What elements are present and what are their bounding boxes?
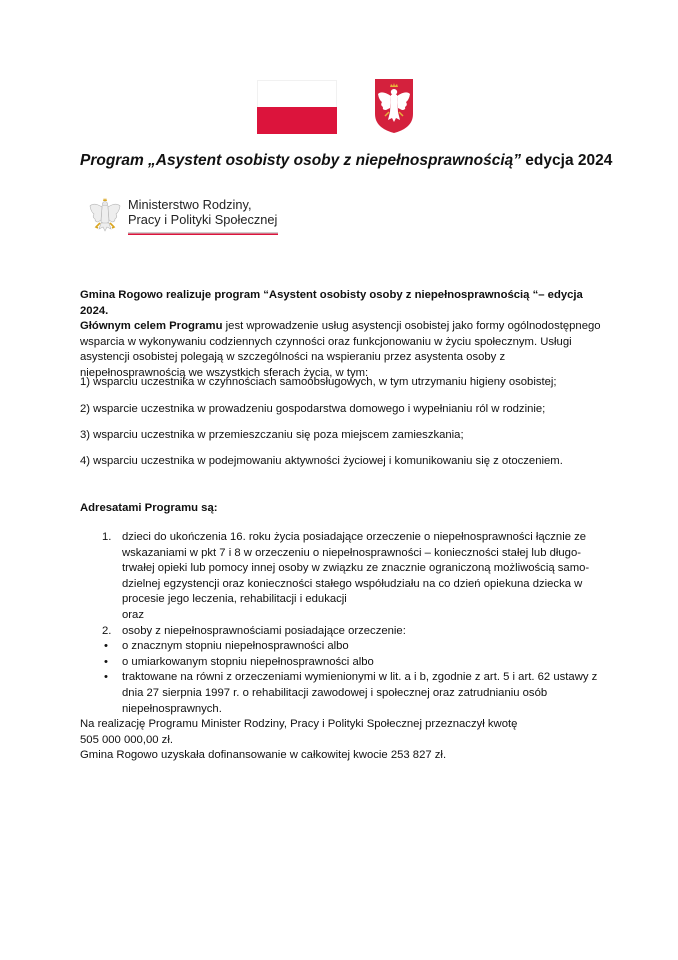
support-item: 4) wsparciu uczestnika w podejmowaniu aktywności życiowej i komunikowaniu się z otoczeniem.	[80, 455, 563, 467]
bullet-text: o znacznym stopniu niepełnosprawności albo	[122, 640, 349, 653]
title-program-name: Program „Asystent osobisty osoby z niepełnosprawnością”	[80, 152, 521, 169]
poland-eagle-emblem-icon	[374, 78, 414, 134]
bullet-text: o umiarkowanym stopniu niepełnosprawności albo	[122, 655, 374, 668]
intro-paragraph	[80, 288, 610, 382]
support-item: 2) wsparcie uczestnika w prowadzeniu gospodarstwa domowego i wypełnianiu ról w rodzinie;	[80, 403, 546, 415]
addressee-suffix: oraz	[122, 608, 144, 621]
funding-line-1: Na realizację Programu Minister Rodziny, Pracy i Polityki Społecznej przeznaczył kwotę	[80, 718, 518, 731]
funding-ministry	[80, 717, 610, 764]
bullet-icon: •	[104, 671, 108, 684]
addressees-heading: Adresatami Programu są:	[80, 502, 218, 514]
bullet-item	[80, 639, 610, 655]
bullet-text: traktowane na równi z orzeczeniami wymienionymi w lit. a i b, zgodnie z art. 5 i art. 62 ustawy z dnia 27 sierpnia 1997 r. o rehabilitacji zawodowej i społecznej oraz zatrudnianiu osób niepełnosprawnych.	[122, 671, 598, 715]
list-marker: 1.	[102, 531, 112, 543]
funding-gmina: Gmina Rogowo uzyskała dofinansowanie w całkowitej kwocie 253 827 zł.	[80, 749, 447, 762]
ministry-logo	[88, 196, 278, 238]
bullet-icon: •	[104, 640, 108, 653]
support-item: 3) wsparciu uczestnika w przemieszczaniu się poza miejscem zamieszkania;	[80, 429, 464, 441]
flag-white-stripe	[257, 80, 337, 107]
ministry-name-line2: Pracy i Polityki Społecznej	[128, 212, 278, 227]
support-item: 1) wsparciu uczestnika w czynnościach samoobsługowych, w tym utrzymaniu higieny osobistej;	[80, 376, 557, 388]
ministry-name	[128, 197, 277, 227]
title-edition: edycja 2024	[521, 152, 613, 169]
bullet-item	[80, 670, 610, 717]
ministry-name-line1: Ministerstwo Rodziny,	[128, 197, 252, 212]
bullet-item	[80, 655, 610, 671]
poland-flag-icon	[257, 80, 337, 134]
intro-lead: Gmina Rogowo realizuje program “Asystent osobisty osoby z niepełnosprawnością “– edycja 2024.	[80, 289, 583, 317]
addressee-item-1	[80, 530, 610, 624]
list-marker: 2.	[102, 624, 112, 637]
addressee-text: dzieci do ukończenia 16. roku życia posiadające orzeczenie o niepełnosprawności łącznie ze wskazaniami w pkt 7 i 8 w orzeczeniu o niepełnosprawności – konieczności stałej lub długo-trwałej opieki lub pomocy innej osoby w związku ze znacznie ograniczoną możliwością samo-dzielnej egzystencji oraz konieczności stałego współudziału na co dzień opiekuna dziecka w procesie jego leczenia, rehabilitacji i edukacji	[122, 531, 590, 606]
flag-red-stripe	[257, 107, 337, 134]
addressee-item-2	[80, 624, 610, 640]
bullet-icon: •	[104, 655, 108, 668]
addressee-text: osoby z niepełnosprawnościami posiadające orzeczenie:	[122, 624, 406, 637]
page-title	[80, 152, 612, 170]
funding-amount: 505 000 000,00 zł.	[80, 733, 173, 746]
addressees-list	[80, 530, 610, 764]
ministry-logo-rule	[128, 232, 278, 235]
intro-text: jest wprowadzenie usług asystencji osobistej jako formy ogólnodostępnego wsparcia w wykonywaniu codziennych czynności oraz funkcjonowaniu w życiu społecznym. Usługi asystencji osobistej polegają w szczególności na wspieraniu przez asystenta osoby z niepełnosprawnością we wszystkich sferach życia, w tym:	[80, 320, 601, 379]
ministry-eagle-icon	[88, 196, 122, 236]
intro-goal-label: Głównym celem Programu	[80, 320, 223, 333]
